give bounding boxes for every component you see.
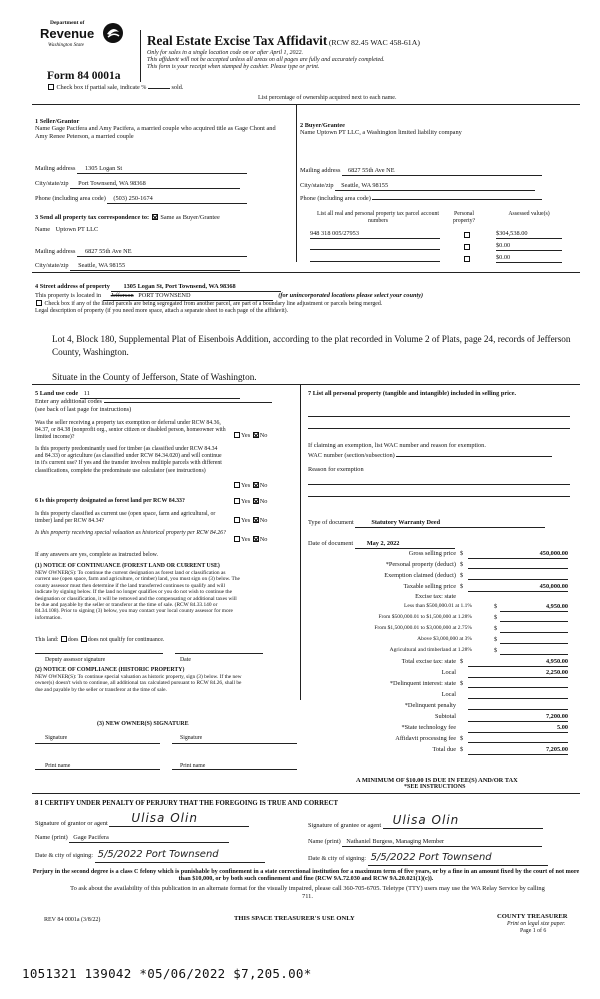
located-city: PORT TOWNSEND: [138, 292, 191, 299]
parcel-number[interactable]: 948 318 005/27953: [310, 230, 440, 239]
excise-state-label: Excise tax: state: [415, 593, 456, 600]
header-note2: This affidavit will not be accepted unless all areas on all pages are fully and accurately completed.: [147, 57, 385, 63]
q-timber-answer: [233, 482, 267, 490]
seller-city-label: City/state/zip: [35, 180, 69, 187]
buyer-phone-label: Phone (including area code): [300, 195, 371, 202]
section3-row: [35, 214, 295, 222]
tier3-label: From $1,500,000.01 to $3,000,000 at 2.75%: [374, 625, 472, 631]
parcel-table: [310, 230, 570, 266]
partial-sale-label: Check box if partial sale, indicate %: [56, 84, 147, 91]
buyer-city-row: [300, 182, 570, 191]
seller-phone-field[interactable]: (503) 250-1674: [107, 195, 247, 204]
legal-situate: Situate in the County of Jefferson, State of Washington.: [52, 372, 257, 382]
gross-label: Gross selling price: [408, 550, 456, 557]
no-label: No: [259, 536, 268, 543]
q-current-use-answer: [233, 517, 267, 525]
yes-label: Yes: [241, 498, 251, 505]
dollar-sign: $: [460, 680, 464, 687]
tier2-label: From $500,000.01 to $1,500,000 at 1.28%: [378, 614, 472, 620]
parcel-row: [310, 230, 570, 242]
q-timber-text: Is this property predominantly used for timber (as classified under RCW 84.34 and 84.33) or agriculture (as classified under RCW 84.34.020) and will continue in it's current use? If yes and the transfer involves multiple parcels with different classifications, complete the predominate use calculator (see instructions): [35, 446, 222, 474]
grantee-signature[interactable]: [383, 813, 543, 829]
buyer-city-field[interactable]: Seattle, WA 98155: [335, 182, 535, 191]
seller-mailing-row: [35, 165, 285, 174]
personal-label: *Personal property (deduct): [385, 561, 456, 568]
total-state-field[interactable]: 4,950.00: [468, 658, 568, 667]
delinq-state-field[interactable]: [468, 680, 568, 688]
dollar-sign: $: [494, 647, 498, 654]
parcel-row: [310, 254, 570, 266]
header-note3: This form is your receipt when stamped by cashier. Please type or print.: [147, 64, 320, 70]
seller-city-row: [35, 180, 285, 189]
tier1-field[interactable]: 4,950.00: [500, 603, 568, 612]
doc-date-label: Date of document: [308, 540, 354, 547]
unincorporated-note: (for unincorporated locations please select your county): [278, 292, 424, 299]
assessed-value[interactable]: $0.00: [496, 242, 562, 251]
dept-line2: Revenue: [40, 26, 95, 41]
segregated-label: Check box if any of the listed parcels are being segregated from another parcel, are part of a boundary line adjustment or parcels being merged.: [44, 301, 383, 307]
affidavit-fee-label: Affidavit processing fee: [395, 735, 456, 742]
parcel-number[interactable]: [310, 254, 440, 262]
exemption-label: Exemption claimed (deduct): [384, 572, 456, 579]
tier5-field[interactable]: [500, 647, 568, 655]
personal-property-line[interactable]: [308, 428, 570, 429]
tech-fee-field[interactable]: 5.00: [468, 724, 568, 733]
form-title-text: Real Estate Excise Tax Affidavit: [147, 33, 328, 48]
affidavit-fee-field[interactable]: [468, 735, 568, 743]
partial-sale-row: [47, 84, 183, 92]
form-title: [147, 33, 420, 50]
buyer-phone-row: [300, 195, 570, 203]
seller-name-label: Name: [35, 125, 51, 132]
section3-city-row: [35, 262, 285, 271]
q-historic-answer: [233, 536, 267, 544]
street-field[interactable]: 1305 Logan St, Port Townsend, WA 98368: [111, 283, 281, 292]
yes-label: Yes: [241, 517, 251, 524]
signature-label: Signature: [45, 735, 68, 741]
personal-field[interactable]: [468, 561, 568, 569]
q-forest-text: 6 Is this property designated as forest land per RCW 84.33?: [35, 498, 185, 504]
subtotal-label: Subtotal: [435, 713, 456, 720]
wac-row: [308, 452, 552, 460]
does-label: does: [67, 637, 79, 643]
grantor-date-field[interactable]: 5/5/2022 Port Townsend: [95, 849, 265, 863]
legal-description: Lot 4, Block 180, Supplemental Plat of Eisenbois Addition, according to the plat recorded in Volume 2 of Plats, page 24, records of Jefferson County, Washington.: [52, 334, 571, 358]
gross-field[interactable]: 450,000.00: [468, 550, 568, 559]
section3-mailing-row: [35, 248, 285, 257]
dollar-sign: $: [460, 572, 464, 579]
additional-codes-row: [35, 398, 295, 406]
notice2-title: (2) NOTICE OF COMPLIANCE (HISTORIC PROPERTY): [35, 667, 185, 673]
rev-number: REV 84 0001a (3/8/22): [44, 917, 101, 923]
grantee-name-label: Name (print): [308, 838, 341, 845]
does-not-checkbox[interactable]: [81, 636, 87, 642]
section3-name-row: [35, 226, 295, 234]
exemption-note: If claiming an exemption, list WAC number and reason for exemption.: [308, 442, 486, 449]
parcel-row: [310, 242, 570, 254]
alt-format-notice: To ask about the availability of this publication in an alternate format for the visually impaired, please call 360-705-6705. Teletype (TTY) users may use the WA Relay Service by calling 711.: [70, 885, 545, 900]
dollar-sign: $: [494, 603, 498, 610]
q-historic-text: Is this property receiving special valuation as historical property per RCW 84.26?: [35, 530, 226, 536]
grantee-date-label: Date & city of signing:: [308, 855, 367, 862]
new-owner-signature-line-1[interactable]: [35, 743, 160, 744]
tier4-field[interactable]: [500, 636, 568, 644]
personal-property-checkbox[interactable]: [464, 244, 470, 250]
personal-property-line[interactable]: [308, 416, 570, 417]
seller-name-block: [35, 125, 285, 141]
segregated-checkbox[interactable]: [36, 300, 42, 306]
deputy-date-line[interactable]: [175, 653, 263, 654]
no-checkbox[interactable]: [253, 517, 259, 523]
seller-mailing-label: Mailing address: [35, 165, 76, 172]
q-exemption-text: Was the seller receiving a property tax exemption or deferral under RCW 84.36, 84.37, or 84.38 (nonprofit org., senior citizen or disabled person, homeowner with limited income)?: [35, 420, 226, 441]
signature-label: Signature: [180, 735, 203, 741]
this-land-label: This land:: [35, 637, 59, 643]
buyer-city-label: City/state/zip: [300, 182, 334, 189]
personal-property-checkbox[interactable]: [464, 232, 470, 238]
street-label: 4 Street address of property: [35, 283, 110, 290]
doc-date-field[interactable]: May 2, 2022: [355, 540, 455, 549]
q-historic: [35, 530, 297, 543]
yes-label: Yes: [241, 432, 251, 439]
q-exemption: [35, 420, 297, 442]
section3-city-field[interactable]: Seattle, WA 98155: [70, 262, 240, 271]
partial-sold-label: sold.: [171, 84, 184, 91]
dor-logo: [40, 20, 126, 60]
wac-label: WAC number (section/subsection): [308, 452, 395, 459]
tier5-label: Agricultural and timberland at 1.28%: [389, 647, 472, 653]
grantee-date-field[interactable]: 5/5/2022 Port Townsend: [368, 852, 548, 866]
buyer-mailing-row: [300, 167, 570, 176]
q-current-use: [35, 511, 297, 525]
exemption-field[interactable]: [468, 572, 568, 580]
no-label: No: [259, 517, 268, 524]
dollar-sign: $: [460, 561, 464, 568]
no-checkbox[interactable]: [253, 482, 259, 488]
tech-fee-label: *State technology fee: [401, 724, 456, 731]
local-field[interactable]: 2,250.00: [468, 669, 568, 678]
form-number: Form 84 0001a: [47, 70, 121, 82]
section7-text: 7 List all personal property (tangible and intangible) included in selling price.: [308, 390, 517, 397]
dollar-sign: $: [460, 746, 464, 753]
minimum-note: A MINIMUM OF $10.00 IS DUE IN FEE(S) AND/OR TAX: [356, 777, 518, 784]
total-state-label: Total excise tax: state: [401, 658, 456, 665]
grantor-signature-text: Ulisa Olin: [131, 811, 198, 825]
doc-type-row: [308, 519, 545, 528]
reason-line[interactable]: [308, 484, 570, 485]
assessed-value[interactable]: $304,538.00: [496, 230, 562, 239]
section3-mailing-field[interactable]: 6827 55th Ave NE: [77, 248, 247, 257]
wac-field[interactable]: [396, 456, 552, 457]
q-current-use-text: Is this property classified as current use (open space, farm and agricultural, or timber) land per RCW 84.34?: [35, 511, 216, 525]
no-label: No: [259, 498, 268, 505]
partial-sale-checkbox[interactable]: [48, 84, 54, 90]
grantee-sig-row: [308, 813, 578, 830]
grantor-date-label: Date & city of signing:: [35, 852, 94, 859]
reason-label: Reason for exemption: [308, 466, 364, 473]
treasurer-use: THIS SPACE TREASURER'S USE ONLY: [234, 915, 355, 922]
buyer-mailing-field[interactable]: 6827 55th Ave NE: [342, 167, 542, 176]
grantee-signature-text: Ulisa Olin: [392, 813, 460, 827]
deputy-date-label: Date: [180, 657, 191, 663]
delinq-penalty-label: *Delinquent penalty: [404, 702, 456, 709]
yes-checkbox[interactable]: [234, 432, 240, 438]
seller-phone-label: Phone (including area code): [35, 195, 106, 202]
tier1-label: Less than $500,000.01 at 1.1%: [404, 603, 472, 609]
located-label: This property is located in: [35, 292, 102, 299]
no-checkbox[interactable]: [253, 432, 259, 438]
buyer-name-block: [300, 129, 570, 137]
delinq-state-label: *Delinquent interest: state: [389, 680, 456, 687]
wa-logo-icon: [102, 22, 124, 44]
new-owner-signature-line-2[interactable]: [172, 743, 297, 744]
grantee-sig-label: Signature of grantee or agent: [308, 822, 382, 829]
dollar-sign: $: [494, 625, 498, 632]
print-name-label: Print name: [45, 763, 71, 769]
section3-mailing-label: Mailing address: [35, 248, 76, 255]
buyer-name: Uptown PT LLC, a Washington limited liability company: [316, 129, 462, 136]
buyer-section-label: 2 Buyer/Grantee: [300, 122, 345, 129]
section3-label: 3 Send all property tax correspondence to:: [35, 214, 150, 221]
seller-phone-row: [35, 195, 285, 204]
yes-checkbox[interactable]: [234, 536, 240, 542]
yes-checkbox[interactable]: [234, 517, 240, 523]
notice2-body: NEW OWNER(S): To continue special valuation as historic property, sign (3) below. If the new owner(s) doesn't wish to continue, all additional tax calculated pursuant to RCW 84.26, shall be due and payable by the seller or transferor at the time of sale.: [35, 674, 242, 693]
seller-city-field[interactable]: Port Townsend, WA 98368: [70, 180, 240, 189]
grantor-date-row: [35, 849, 295, 863]
grantor-sig-row: [35, 811, 290, 828]
personal-property-checkbox[interactable]: [464, 256, 470, 262]
taxable-field[interactable]: 450,000.00: [468, 583, 568, 592]
dollar-sign: $: [460, 583, 464, 590]
dept-line1: Department of: [50, 20, 85, 26]
legal-size-note: Print on legal size paper.: [507, 921, 566, 927]
section3-city-label: City/state/zip: [35, 262, 69, 269]
grantor-sig-label: Signature of grantor or agent: [35, 820, 108, 827]
delinq-penalty-field[interactable]: [468, 702, 568, 710]
deputy-signature-line[interactable]: [35, 653, 163, 654]
yes-checkbox[interactable]: [234, 498, 240, 504]
no-label: No: [259, 482, 268, 489]
dollar-sign: $: [460, 658, 464, 665]
reason-line[interactable]: [308, 496, 570, 497]
print-name-label: Print name: [180, 763, 206, 769]
legal-label: Legal description of property (if you need more space, attach a separate sheet to each page of the affidavit).: [35, 308, 289, 314]
grantor-name-row: [35, 834, 290, 843]
yes-label: Yes: [241, 482, 251, 489]
q-forest-answer: [233, 498, 267, 506]
parcel-number[interactable]: [310, 242, 440, 250]
doc-type-label: Type of document: [308, 519, 354, 526]
dollar-sign: $: [494, 636, 498, 643]
grantee-date-row: [308, 852, 578, 866]
grantor-name-field[interactable]: Gage Pacifera: [69, 834, 229, 843]
delinq-local-label: Local: [441, 691, 456, 698]
recording-stamp: 1051321 139042 *05/06/2022 $7,205.00*: [22, 966, 312, 981]
new-owner-signature-label: (3) NEW OWNER(S) SIGNATURE: [97, 721, 189, 727]
county-struck: Jefferson: [110, 292, 134, 299]
land-use-label: 5 Land use code: [35, 390, 79, 397]
notice1-body: NEW OWNER(S): To continue the current designation as forest land or classification as current use (open space, farm and agriculture, or timber) land, you must sign on (3) below. The county assessor must then determine if the land transferred continues to qualify and will indicate by signing below. If the land no longer qualifies or you do not wish to continue the designation or classification, it will be removed and the compensating or additional taxes will be due and payable by the seller or transferor at the time of sale. (RCW 84.33.140 or 84.34.108). Prior to signing (3) below, you may contact your local county assessor for more information.: [35, 570, 240, 621]
section7-label: [308, 390, 568, 398]
deputy-label: Deputy assessor signature: [45, 657, 106, 663]
buyer-phone-field[interactable]: [372, 199, 542, 200]
additional-codes-label: Enter any additional codes: [35, 398, 102, 405]
section3-name: Uptown PT LLC: [55, 226, 99, 233]
see-back-label: (see back of last page for instructions): [35, 406, 132, 413]
dollar-sign: $: [494, 614, 498, 621]
yes-checkbox[interactable]: [234, 482, 240, 488]
notice1-title: (1) NOTICE OF CONTINUANCE (FOREST LAND OR CURRENT USE): [35, 563, 220, 569]
assessed-value[interactable]: $0.00: [496, 254, 562, 263]
personal-head: Personal property?: [452, 211, 476, 225]
total-due-field[interactable]: 7,205.00: [468, 746, 568, 755]
see-instructions: *SEE INSTRUCTIONS: [404, 784, 466, 790]
dollar-sign: $: [460, 735, 464, 742]
delinq-local-field[interactable]: [468, 691, 568, 699]
buyer-mailing-label: Mailing address: [300, 167, 341, 174]
dollar-sign: $: [460, 550, 464, 557]
doc-date-row: [308, 540, 455, 549]
same-as-buyer-label: Same as Buyer/Grantee: [160, 214, 220, 221]
no-checkbox[interactable]: [253, 536, 259, 542]
street-row: [35, 283, 575, 292]
parcel-head: List all real and personal property tax parcel account numbers: [316, 211, 439, 225]
does-checkbox[interactable]: [61, 636, 67, 642]
grantee-name-row: [308, 838, 578, 847]
seller-mailing-field[interactable]: 1305 Logan St: [77, 165, 247, 174]
tier3-field[interactable]: [500, 625, 568, 633]
land-use-field[interactable]: 11: [80, 390, 240, 399]
buyer-name-label: Name: [300, 129, 316, 136]
yes-label: Yes: [241, 536, 251, 543]
q-forest: [35, 498, 297, 505]
ownership-note: List percentage of ownership acquired next to each name.: [258, 95, 397, 101]
grantor-name-label: Name (print): [35, 834, 68, 841]
section8-label: 8 I CERTIFY UNDER PENALTY OF PERJURY THAT THE FOREGOING IS TRUE AND CORRECT: [35, 800, 338, 807]
taxable-label: Taxable selling price: [403, 583, 456, 590]
tier2-field[interactable]: [500, 614, 568, 622]
seller-section-label: 1 Seller/Grantor: [35, 118, 80, 125]
grantor-signature[interactable]: [109, 811, 249, 827]
county-treasurer: COUNTY TREASURER: [497, 913, 568, 920]
q-timber: [35, 446, 297, 489]
doc-type-field[interactable]: Statutory Warranty Deed: [355, 519, 545, 528]
total-due-label: Total due: [432, 746, 456, 753]
q-exemption-answer: [233, 432, 267, 440]
assessed-head: Assessed value(s): [508, 211, 550, 217]
form-title-rcw: (RCW 82.45 WAC 458-61A): [328, 38, 420, 47]
dept-line3: Washington State: [48, 42, 84, 48]
header-note1: Only for sales in a single location code on or after April 1, 2022.: [147, 50, 304, 56]
same-as-buyer-checkbox[interactable]: [152, 214, 158, 220]
perjury-notice: Perjury in the second degree is a class C felony which is punishable by confinement in a state correctional institution for a maximum term of five years, or by a fine in an amount fixed by the court of not more than $10,000, or by both such confinement and fine (RCW 9A.72.030 and RCW 9A.20.021(1)(c)).: [32, 868, 580, 883]
if-yes-note: If any answers are yes, complete as instructed below.: [35, 552, 158, 558]
no-checkbox[interactable]: [253, 498, 259, 504]
no-label: No: [259, 432, 268, 439]
section3-name-label: Name: [35, 226, 51, 233]
this-land-row: [35, 636, 164, 644]
subtotal-field[interactable]: 7,200.00: [468, 713, 568, 722]
grantee-name-field[interactable]: Nathaniel Burgess, Managing Member: [342, 838, 542, 847]
local-label: Local: [441, 669, 456, 676]
tier4-label: Above $3,000,000 at 3%: [417, 636, 472, 642]
does-not-label: does not qualify for continuance.: [87, 637, 165, 643]
page-number: Page 1 of 6: [520, 928, 547, 934]
seller-name: Gage Pacifera and Amy Pacifera, a married couple who acquired title as Gage Chont and Amy Renee Peterson, a married couple: [35, 125, 276, 140]
